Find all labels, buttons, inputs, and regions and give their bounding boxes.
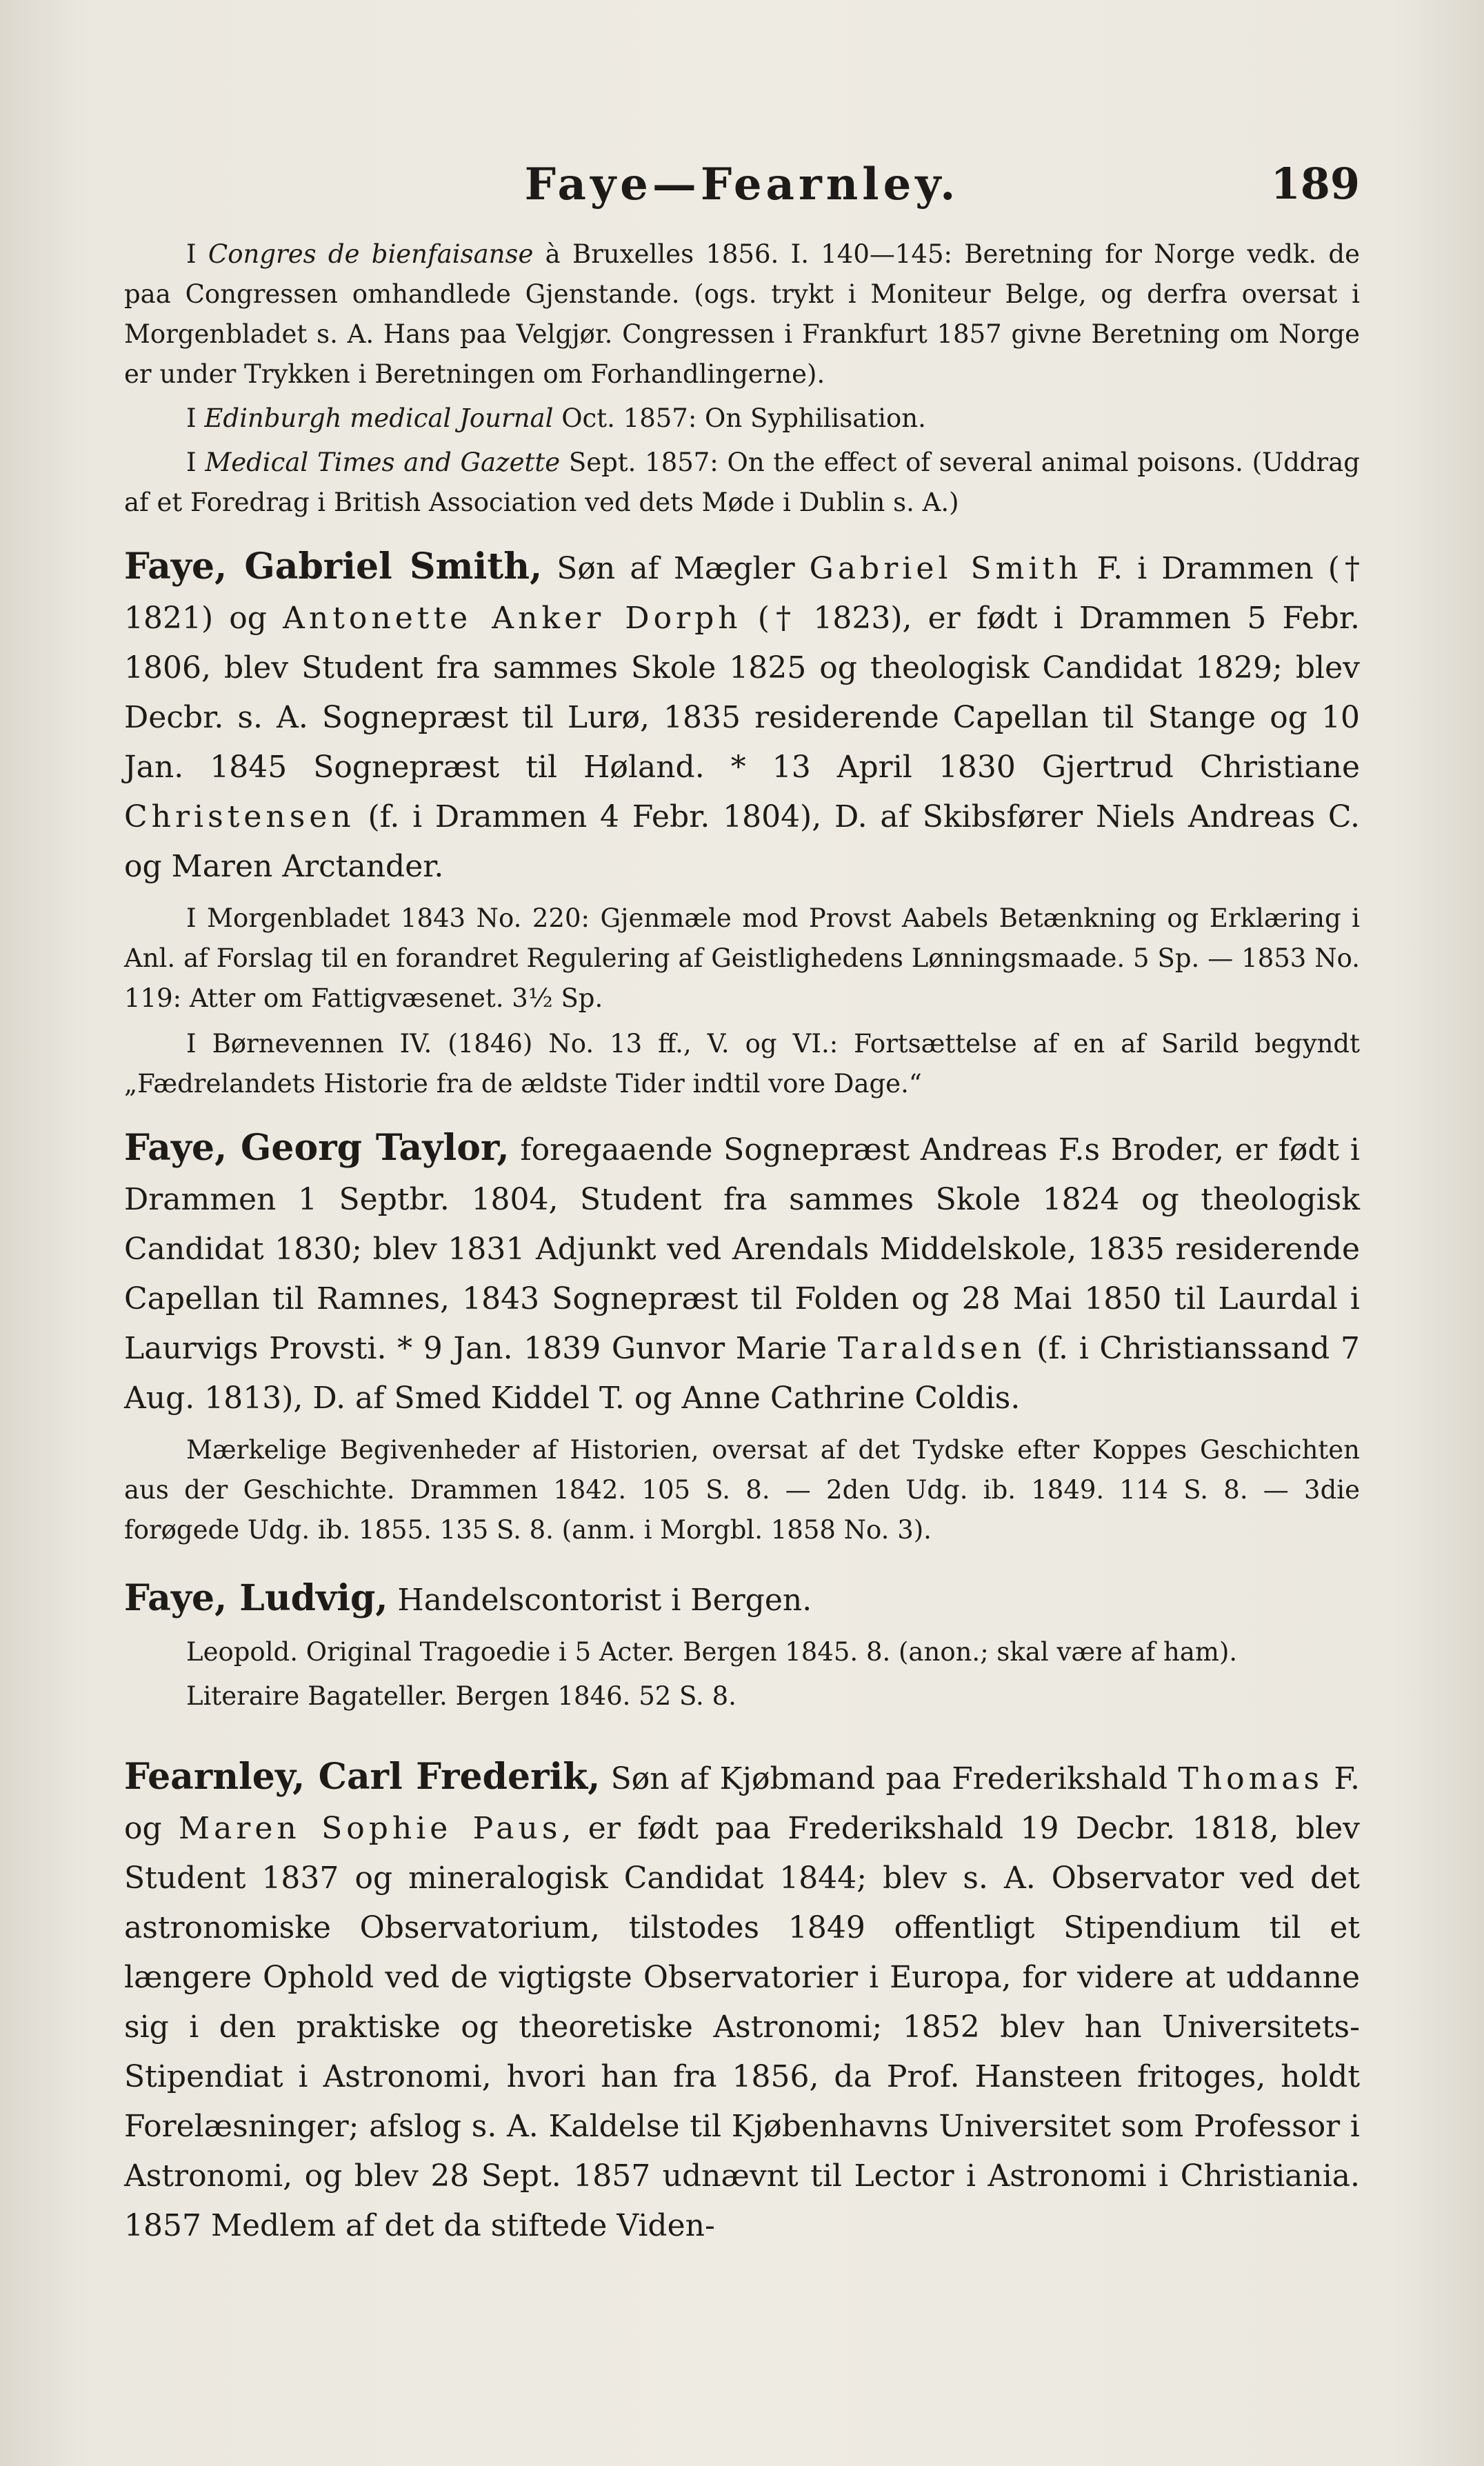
work-item: I Børnevennen IV. (1846) No. 13 ff., V. og VI.: Fortsættelse af en af Sarild begyndt „Fædrelandets Historie fra de ældste Tider indtil vore Dage.“ [124,1029,1360,1099]
entry-name: Faye, Ludvig, [124,1577,388,1619]
entry-works [124,1632,1360,1716]
entry-georg-taylor-faye [124,1123,1360,1550]
work-title: Medical Times and Gazette [205,448,561,477]
page-header [124,145,1360,221]
entry-biography: Faye, Gabriel Smith, Søn af Mægler Gabriel Smith F. i Drammen († 1821) og Antonette Anker Dorph († 1823), er født i Drammen 5 Febr. 1806, blev Student fra sammes Skole 1825 og theologisk Candidat 1829; blev Decbr. s. A. Sognepræst til Lurø, 1835 residerende Capellan til Stange og 10 Jan. 1845 Sognepræst til Høland. * 13 April 1830 Gjertrud Christiane Christensen (f. i Drammen 4 Febr. 1804), D. af Skibsfører Niels Andreas C. og Maren Arctander. [124,545,1361,884]
work-item: I Medical Times and Gazette Sept. 1857: On the effect of several animal poisons. (Uddrag af et Foredrag i British Association ved dets Møde i Dublin s. A.) [124,448,1360,517]
page-content [124,234,1360,2258]
entry-carl-frederik-fearnley [124,1752,1360,2251]
work-item: Mærkelige Begivenheder af Historien, oversat af det Tydske efter Koppes Geschichten aus der Geschichte. Drammen 1842. 105 S. 8. — 2den Udg. ib. 1849. 114 S. 8. — 3die forøgede Udg. ib. 1855. 135 S. 8. (anm. i Morgbl. 1858 No. 3). [124,1435,1360,1545]
work-item: I Congres de bienfaisanse à Bruxelles 1856. I. 140—145: Beretning for Norge vedk. de paa Congressen omhandlede Gjenstande. (ogs. trykt i Moniteur Belge, og derfra oversat i Morgenbladet s. A. Hans paa Velgjør. Congressen i Frankfurt 1857 givne Beretning om Norge er under Trykken i Beretningen om Forhandlingerne). [124,239,1360,389]
work-title: Congres de bienfaisanse [208,239,534,269]
entry-works [124,899,1360,1104]
entry-biography: Fearnley, Carl Frederik, Søn af Kjøbmand paa Frederikshald Thomas F. og Maren Sophie Paus, er født paa Frederikshald 19 Decbr. 1818, blev Student 1837 og mineralogisk Candidat 1844; blev s. A. Observator ved det astronomiske Observatorium, tilstodes 1849 offentligt Stipendium til et længere Ophold ved de vigtigste Observatorier i Europa, for videre at uddanne sig i den praktiske og theoretiske Astronomi; 1852 blev han Universitets-Stipendiat i Astronomi, hvori han fra 1856, da Prof. Hansteen fritoges, holdt Forelæsninger; afslog s. A. Kaldelse til Kjøbenhavns Universitet som Professor i Astronomi, og blev 28 Sept. 1857 udnævnt til Lector i Astronomi i Christiania. 1857 Medlem af det da stiftede Viden- [124,1756,1360,2243]
work-title: Edinburgh medical Journal [204,403,554,433]
entry-gabriel-smith-faye [124,542,1360,1104]
prev-entry-works [124,234,1360,523]
entry-works [124,1430,1360,1550]
work-item: Literaire Bagateller. Bergen 1846. 52 S. 8. [186,1681,736,1711]
running-title: Faye—Fearnley. [524,159,960,210]
entry-ludvig-faye [124,1574,1360,1716]
entry-name: Faye, Gabriel Smith, [124,545,543,588]
entry-biography: Faye, Georg Taylor, foregaaende Sognepræst Andreas F.s Broder, er født i Drammen 1 Septbr. 1804, Student fra sammes Skole 1824 og theologisk Candidat 1830; blev 1831 Adjunkt ved Arendals Middelskole, 1835 residerende Capellan til Ramnes, 1843 Sognepræst til Folden og 28 Mai 1850 til Laurdal i Laurvigs Provsti. * 9 Jan. 1839 Gunvor Marie Taraldsen (f. i Christianssand 7 Aug. 1813), D. af Smed Kiddel T. og Anne Cathrine Coldis. [124,1127,1361,1416]
entry-name: Fearnley, Carl Frederik, [124,1756,601,1798]
work-item: Leopold. Original Tragoedie i 5 Acter. Bergen 1845. 8. (anon.; skal være af ham). [186,1637,1238,1667]
work-item: I Edinburgh medical Journal Oct. 1857: On Syphilisation. [186,403,926,433]
entry-biography: Faye, Ludvig, Handelscontorist i Bergen. [124,1577,812,1619]
work-item: I Morgenbladet 1843 No. 220: Gjenmæle mod Provst Aabels Betænkning og Erklæring i Anl. af Forslag til en forandret Regulering af Geistlighedens Lønningsmaade. 5 Sp. — 1853 No. 119: Atter om Fattigvæsenet. 3½ Sp. [124,903,1360,1013]
page-number: 189 [1270,159,1360,209]
entry-name: Faye, Georg Taylor, [124,1127,510,1169]
